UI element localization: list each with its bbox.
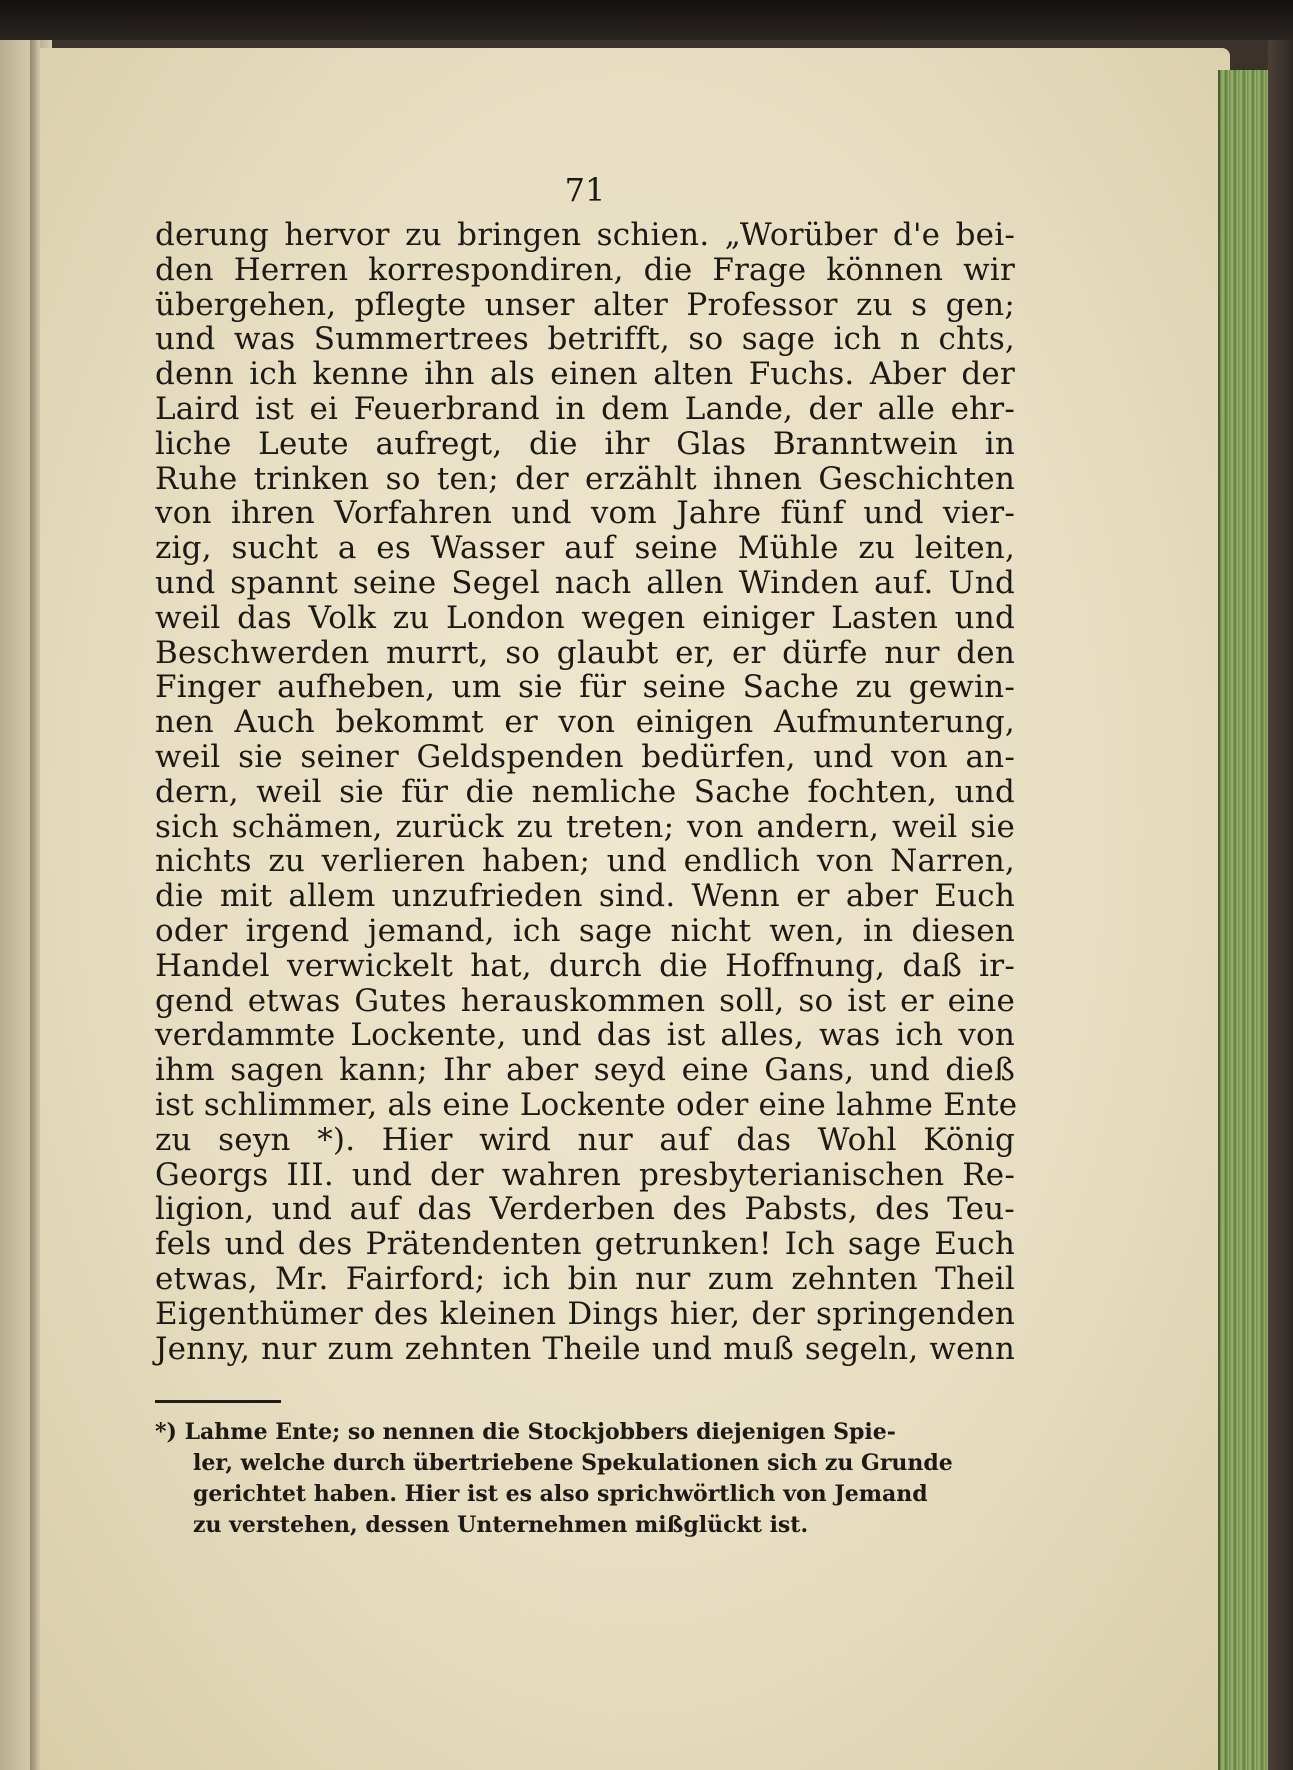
text-line: Handel verwickelt hat, durch die Hoffnung, daß ir-	[155, 947, 1015, 984]
text-line: Finger aufheben, um sie für seine Sache zu gewin-	[155, 669, 1015, 706]
text-line: fels und des Prätendenten getrunken! Ich sage Euch	[155, 1226, 1015, 1263]
text-line: etwas, Mr. Fairford; ich bin nur zum zehnten Theil	[155, 1260, 1015, 1297]
text-line: Georgs III. und der wahren presbyterianischen Re-	[155, 1156, 1015, 1193]
text-line: nichts zu verlieren haben; und endlich von Narren,	[155, 843, 1015, 880]
footnote-line: gerichtet haben. Hier ist es also sprichwörtlich von Jemand	[193, 1481, 928, 1508]
text-line: oder irgend jemand, ich sage nicht wen, in diesen	[155, 912, 1015, 949]
text-line: derung hervor zu bringen schien. „Worüber d'e bei-	[155, 217, 1015, 253]
page-edges	[1218, 70, 1272, 1770]
text-line: sich schämen, zurück zu treten; von andern, weil sie	[155, 808, 1015, 845]
text-line: Beschwerden murrt, so glaubt er, er dürfe nur den	[155, 634, 1015, 671]
text-line: übergehen, pflegte unser alter Professor zu s gen;	[155, 286, 1015, 323]
footnote-line: *) Lahme Ente; so nennen die Stockjobbers diejenigen Spie-	[155, 1419, 896, 1446]
book-cover-edge	[1268, 40, 1293, 1770]
text-line: zu seyn *). Hier wird nur auf das Wohl König	[155, 1121, 1015, 1158]
text-line: und spannt seine Segel nach allen Winden auf. Und	[155, 564, 1015, 601]
text-line: Ruhe trinken so ten; der erzählt ihnen Geschichten	[155, 460, 1015, 497]
footnote-line: zu verstehen, dessen Unternehmen mißglückt ist.	[193, 1512, 809, 1539]
text-line: und was Summertrees betrifft, so sage ich n chts,	[155, 321, 1015, 358]
text-line: Jenny, nur zum zehnten Theile und muß segeln, wenn	[155, 1330, 1015, 1367]
text-line: Laird ist ei Feuerbrand in dem Lande, der alle ehr-	[155, 390, 1015, 427]
page-text-block	[155, 168, 1018, 1541]
text-line: weil sie seiner Geldspenden bedürfen, und von an-	[155, 738, 1015, 775]
text-line: ist schlimmer, als eine Lockente oder eine lahme Ente	[155, 1086, 1018, 1123]
text-line: zig, sucht a es Wasser auf seine Mühle zu leiten,	[155, 530, 1015, 567]
footnote	[155, 1417, 1015, 1541]
text-line: gend etwas Gutes herauskommen soll, so ist er eine	[155, 982, 1015, 1019]
page-number: 71	[564, 171, 606, 209]
body-text	[155, 217, 1018, 1367]
text-line: ligion, und auf das Verderben des Pabsts, des Teu-	[155, 1191, 1015, 1228]
scanner-background	[0, 0, 1293, 40]
text-line: ihm sagen kann; Ihr aber seyd eine Gans, und dieß	[155, 1052, 1015, 1089]
text-line: weil das Volk zu London wegen einiger Lasten und	[155, 599, 1015, 636]
text-line: liche Leute aufregt, die ihr Glas Branntwein in	[155, 425, 1015, 462]
text-line: nen Auch bekommt er von einigen Aufmunterung,	[155, 704, 1015, 741]
footnote-line: ler, welche durch übertriebene Spekulationen sich zu Grunde	[193, 1450, 953, 1477]
text-line: dern, weil sie für die nemliche Sache fochten, und	[155, 773, 1015, 810]
text-line: die mit allem unzufrieden sind. Wenn er aber Euch	[155, 878, 1015, 915]
text-line: Eigenthümer des kleinen Dings hier, der springenden	[155, 1295, 1015, 1332]
text-line: den Herren korrespondiren, die Frage können wir	[155, 251, 1015, 288]
text-line: verdammte Lockente, und das ist alles, was ich von	[155, 1017, 1015, 1054]
text-line: von ihren Vorfahren und vom Jahre fünf und vier-	[155, 495, 1015, 532]
footnote-rule	[155, 1400, 281, 1403]
text-line: denn ich kenne ihn als einen alten Fuchs. Aber der	[155, 356, 1015, 393]
